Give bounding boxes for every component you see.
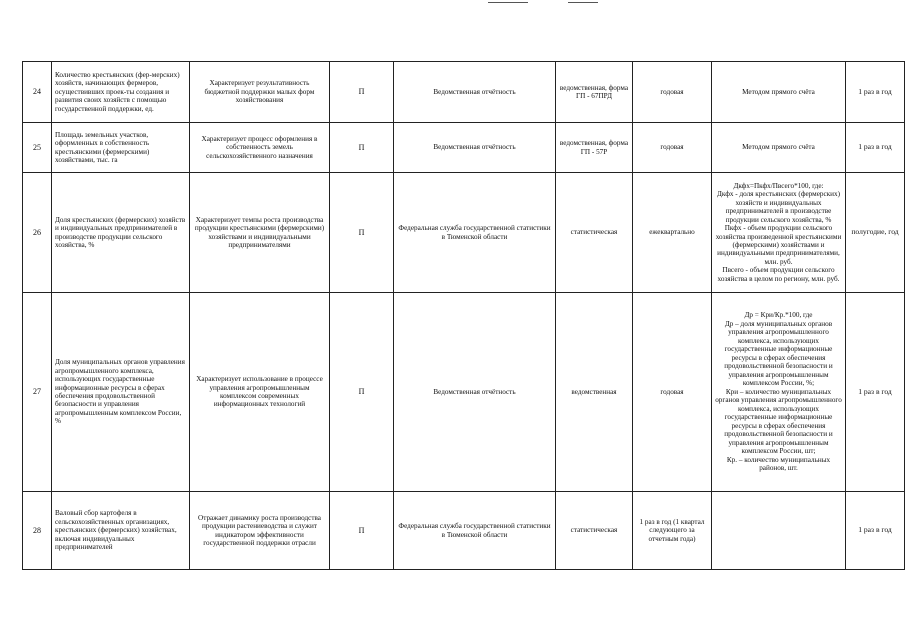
reporting-period: 1 раз в год (846, 293, 905, 492)
method-line: Пвсего - объем продукции сельского хозяйства в целом по региону, млн. руб. (717, 266, 840, 283)
method-line: Др – доля муниципальных органов управления агропромышленного комплекса, использующих государственные информационные ресурсы в сферах обеспечения продовольственной безопасности и управления агропромышленным комплексом России, %; (724, 319, 833, 388)
indicator-characteristic: Характеризует использование в процессе управления агропромышленным комплексом современных информационных технологий (190, 293, 330, 492)
observation-type: ведомственная, форма ГП - 57Р (556, 123, 633, 173)
row-number: 26 (23, 173, 52, 293)
scan-artifact-line (488, 2, 528, 3)
data-source: Ведомственная отчётность (394, 62, 556, 123)
method-line: Кр. – количество муниципальных районов, шт. (726, 455, 831, 473)
calculation-method (712, 173, 846, 293)
method-line: Кри – количество муниципальных органов управления агропромышленного комплекса, использующих государственные информационные ресурсы в сферах обеспечения продовольственной безопасности и управления агропромышленным комплексом России, шт; (715, 387, 842, 456)
reporting-period: 1 раз в год (846, 123, 905, 173)
observation-type: статистическая (556, 173, 633, 293)
row-number: 28 (23, 492, 52, 570)
calculation-method (712, 123, 846, 173)
frequency: ежеквартально (633, 173, 712, 293)
calculation-method (712, 62, 846, 123)
frequency: годовая (633, 293, 712, 492)
indicator-characteristic: Отражает динамику роста производства продукции растениеводства и служит индикатором эффективности государственной поддержки отрасли (190, 492, 330, 570)
indicators-table (22, 61, 905, 570)
reporting-period: 1 раз в год (846, 62, 905, 123)
method-line: Методом прямого счёта (742, 143, 815, 152)
indicator-type: П (330, 173, 394, 293)
table-row (23, 123, 905, 173)
method-line: Дкфх - доля крестьянских (фермерских) хозяйств и индивидуальных предпринимателей в производстве продукции сельского хозяйства, % (716, 190, 840, 224)
calculation-method (712, 492, 846, 570)
indicator-name: Доля муниципальных органов управления агропромышленного комплекса, использующих государственные информационные ресурсы в сферах обеспечения продовольственной безопасности и управления агропромышленным комплексом России, % (52, 293, 190, 492)
data-source: Федеральная служба государственной статистики в Тюменской области (394, 492, 556, 570)
indicator-name: Площадь земельных участков, оформленных в собственность крестьянскими (фермерскими) хозяйствами, тыс. га (52, 123, 190, 173)
reporting-period: полугодие, год (846, 173, 905, 293)
row-number: 24 (23, 62, 52, 123)
method-formula: Др = Кри/Кр.*100, где (744, 311, 813, 320)
scan-artifact-line (568, 2, 598, 3)
data-source: Федеральная служба государственной статистики в Тюменской области (394, 173, 556, 293)
indicator-type: П (330, 492, 394, 570)
indicator-name: Валовый сбор картофеля в сельскохозяйственных организациях, крестьянских (фермерских) хозяйствах, включая индивидуальных предпринимателей (52, 492, 190, 570)
reporting-period: 1 раз в год (846, 492, 905, 570)
indicator-type: П (330, 62, 394, 123)
indicator-name: Количество крестьянских (фер-мерских) хозяйств, начинающих фермеров, осуществивших проек-ты создания и развития своих хозяйств с помощью государственной поддержки, ед. (52, 62, 190, 123)
method-formula: Дкфх=Пкфх/Пвсего*100, где: (733, 181, 824, 190)
indicator-characteristic: Характеризует результативность бюджетной поддержки малых форм хозяйствования (190, 62, 330, 123)
observation-type: статистическая (556, 492, 633, 570)
observation-type: ведомственная, форма ГП - 67ПРД (556, 62, 633, 123)
indicator-name: Доля крестьянских (фермерских) хозяйств и индивидуальных предпринимателей в производстве продукции сельского хозяйства, % (52, 173, 190, 293)
frequency: годовая (633, 62, 712, 123)
data-source: Ведомственная отчётность (394, 293, 556, 492)
observation-type: ведомственная (556, 293, 633, 492)
row-number: 25 (23, 123, 52, 173)
indicator-type: П (330, 293, 394, 492)
table-row (23, 62, 905, 123)
table-row (23, 293, 905, 492)
frequency: годовая (633, 123, 712, 173)
frequency: 1 раз в год (1 квартал следующего за отчетным года) (633, 492, 712, 570)
calculation-method (712, 293, 846, 492)
indicator-characteristic: Характеризует процесс оформления в собственность земель сельскохозяйственного назначения (190, 123, 330, 173)
data-source: Ведомственная отчётность (394, 123, 556, 173)
indicator-type: П (330, 123, 394, 173)
method-line: Пкфх - объем продукции сельского хозяйства произведенной крестьянскими (фермерскими) хозяйствами и индивидуальными предпринимателями, млн. руб. (715, 224, 842, 266)
indicator-characteristic: Характеризует темпы роста производства продукции крестьянскими (фермерскими) хозяйствами и индивидуальными предпринимателями (190, 173, 330, 293)
table-row (23, 173, 905, 293)
row-number: 27 (23, 293, 52, 492)
table-row (23, 492, 905, 570)
method-line: Методом прямого счёта (742, 87, 815, 96)
